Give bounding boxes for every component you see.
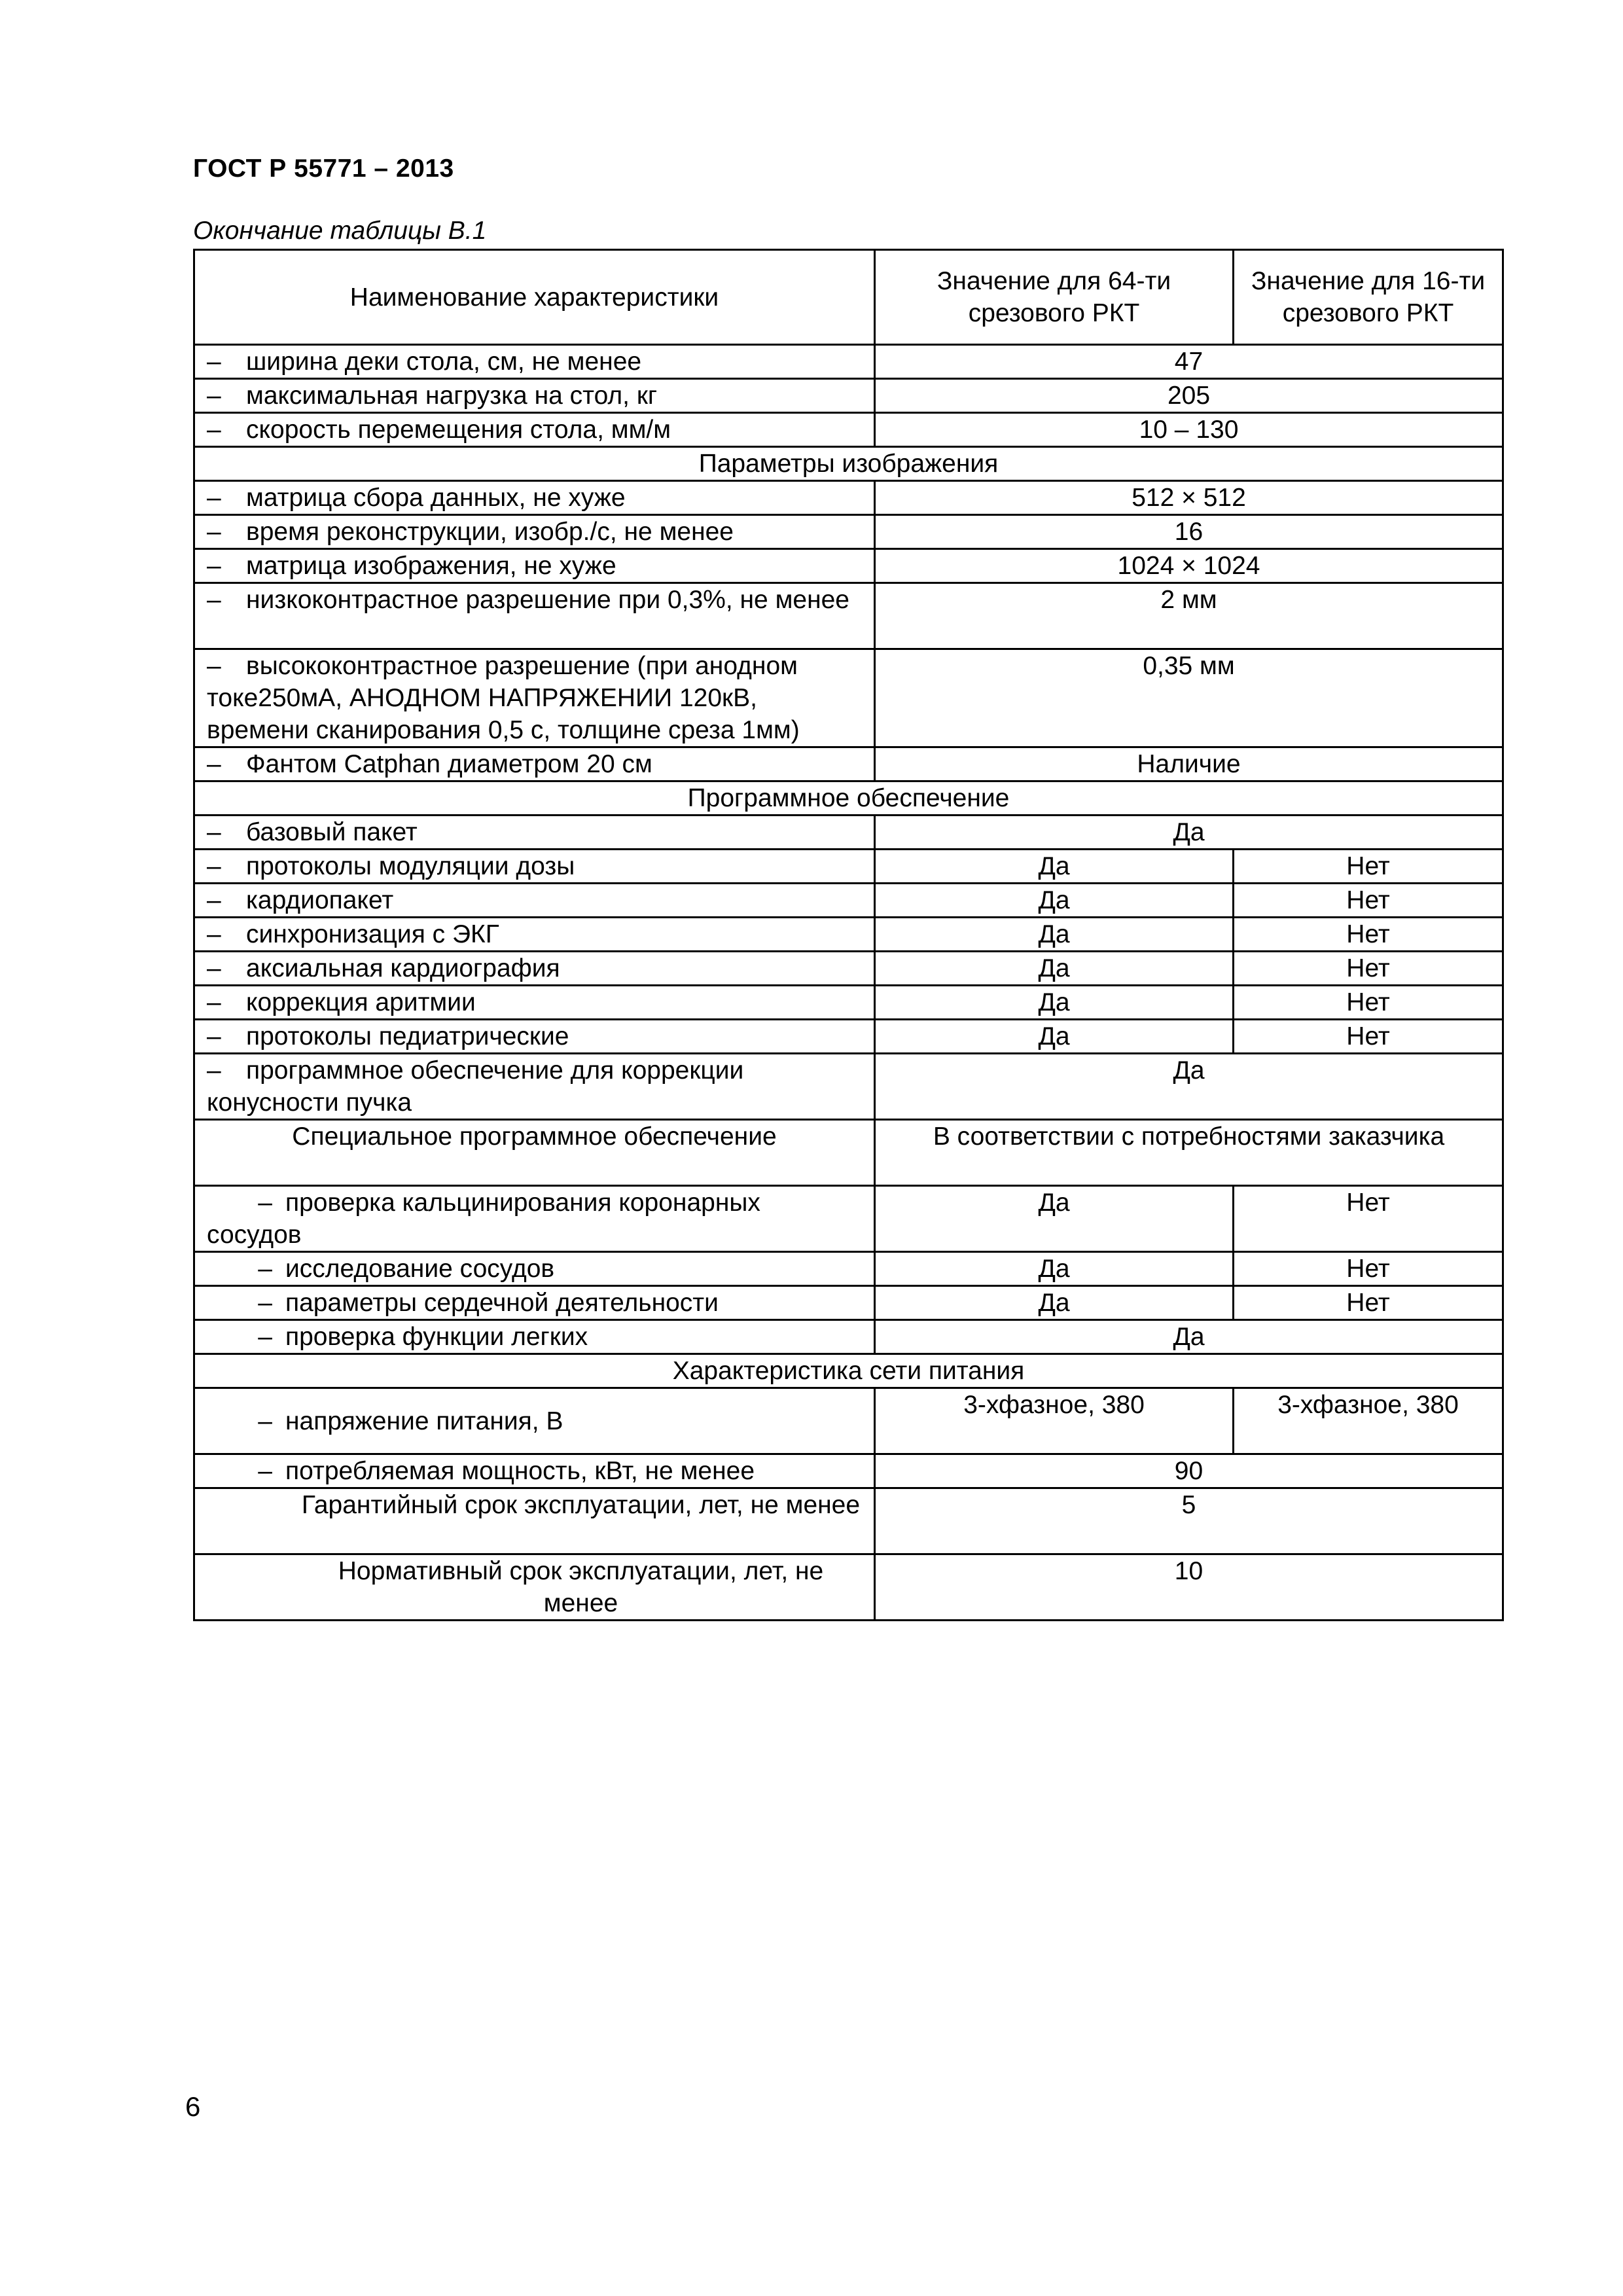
row-value-64: Да <box>875 918 1234 952</box>
row-value-16: Нет <box>1234 1286 1503 1320</box>
row-name: протоколы модуляции дозы <box>246 852 575 880</box>
row-name: ширина деки стола, см, не менее <box>246 348 642 376</box>
table-row <box>194 649 1503 747</box>
table-row <box>194 1320 1503 1354</box>
row-value-16: Нет <box>1234 884 1503 918</box>
row-value-64: Да <box>875 1252 1234 1286</box>
table-row <box>194 986 1503 1020</box>
table-row <box>194 583 1503 649</box>
dash: – <box>207 652 221 680</box>
header-val16: Значение для 16-ти срезового РКТ <box>1234 250 1503 345</box>
row-value: 0,35 мм <box>875 649 1503 747</box>
table-row <box>194 515 1503 549</box>
dash: – <box>207 954 221 982</box>
row-name: низкоконтрастное разрешение при 0,3%, не менее <box>246 586 849 614</box>
row-value-64: Да <box>875 952 1234 986</box>
row-name: время реконструкции, изобр./с, не менее <box>246 518 734 546</box>
row-value-16: Нет <box>1234 986 1503 1020</box>
dash: – <box>258 1407 272 1435</box>
table-row <box>194 918 1503 952</box>
row-name: проверка функции легких <box>285 1323 588 1351</box>
header-name: Наименование характеристики <box>194 250 875 345</box>
row-value: Наличие <box>875 747 1503 781</box>
row-value: Да <box>875 816 1503 850</box>
row-value-64: Да <box>875 1286 1234 1320</box>
dash: – <box>258 1255 272 1283</box>
row-name: потребляемая мощность, кВт, не менее <box>285 1457 755 1485</box>
row-name: параметры сердечной деятельности <box>285 1289 719 1317</box>
table-row <box>194 1454 1503 1488</box>
dash: – <box>258 1457 272 1485</box>
row-value-16: Нет <box>1234 952 1503 986</box>
dash: – <box>207 1022 221 1050</box>
dash: – <box>258 1289 272 1317</box>
dash: – <box>207 586 221 614</box>
row-value: 10 <box>875 1554 1503 1621</box>
row-name: матрица сбора данных, не хуже <box>246 484 626 512</box>
dash: – <box>207 988 221 1016</box>
table-row <box>194 747 1503 781</box>
row-name: синхронизация с ЭКГ <box>246 920 499 948</box>
table-row <box>194 1488 1503 1554</box>
row-value: 16 <box>875 515 1503 549</box>
row-value: 5 <box>875 1488 1503 1554</box>
table-row <box>194 850 1503 884</box>
dash: – <box>207 552 221 580</box>
table-row <box>194 1054 1503 1120</box>
row-name: скорость перемещения стола, мм/м <box>246 416 671 444</box>
page-number: 6 <box>185 2091 201 2122</box>
table-row <box>194 413 1503 447</box>
row-value-16: Нет <box>1234 850 1503 884</box>
section-title: Характеристика сети питания <box>194 1354 1503 1388</box>
row-name: аксиальная кардиография <box>246 954 560 982</box>
dash: – <box>207 750 221 778</box>
dash: – <box>258 1323 272 1351</box>
table-row <box>194 884 1503 918</box>
row-value: 90 <box>875 1454 1503 1488</box>
dash: – <box>207 382 221 410</box>
row-value: 205 <box>875 379 1503 413</box>
dash: – <box>207 920 221 948</box>
row-value: 10 – 130 <box>875 413 1503 447</box>
row-value-64: Да <box>875 1020 1234 1054</box>
dash: – <box>207 886 221 914</box>
table-row <box>194 1252 1503 1286</box>
table-row <box>194 1286 1503 1320</box>
document-header: ГОСТ Р 55771 – 2013 <box>193 154 454 183</box>
row-name: программное обеспечение для коррекции конусности пучка <box>207 1056 744 1117</box>
row-name: Гарантийный срок эксплуатации, лет, не менее <box>194 1488 875 1554</box>
section-title: Параметры изображения <box>194 447 1503 481</box>
row-value-64: Да <box>875 884 1234 918</box>
row-value: 1024 × 1024 <box>875 549 1503 583</box>
row-value-16: Нет <box>1234 1020 1503 1054</box>
dash: – <box>207 416 221 444</box>
row-value-16: Нет <box>1234 1186 1503 1252</box>
table-caption: Окончание таблицы В.1 <box>193 217 487 245</box>
table-row <box>194 345 1503 379</box>
table-row <box>194 1120 1503 1186</box>
section-row <box>194 781 1503 816</box>
row-value: 47 <box>875 345 1503 379</box>
row-name: протоколы педиатрические <box>246 1022 569 1050</box>
table-row <box>194 816 1503 850</box>
spec-table <box>193 249 1504 1621</box>
row-name: максимальная нагрузка на стол, кг <box>246 382 658 410</box>
table-row <box>194 952 1503 986</box>
dash: – <box>207 484 221 512</box>
row-value: Да <box>875 1320 1503 1354</box>
row-name: высококонтрастное разрешение (при анодном токе250мА, АНОДНОМ НАПРЯЖЕНИИ 120кВ, времени сканирования 0,5 с, толщине среза 1мм) <box>207 652 800 744</box>
row-name: кардиопакет <box>246 886 394 914</box>
table-row <box>194 481 1503 515</box>
dash: – <box>258 1189 272 1217</box>
table-header-row <box>194 250 1503 345</box>
row-value-16: 3-хфазное, 380 <box>1234 1388 1503 1454</box>
table-row <box>194 1554 1503 1621</box>
table-row <box>194 1020 1503 1054</box>
section-title: Программное обеспечение <box>194 781 1503 816</box>
row-value: 512 × 512 <box>875 481 1503 515</box>
row-name: Специальное программное обеспечение <box>194 1120 875 1186</box>
section-row <box>194 1354 1503 1388</box>
row-value-16: Нет <box>1234 918 1503 952</box>
table-row <box>194 379 1503 413</box>
row-value: 2 мм <box>875 583 1503 649</box>
row-value-64: Да <box>875 850 1234 884</box>
table-row <box>194 1186 1503 1252</box>
row-name: Фантом Catphan диаметром 20 см <box>246 750 652 778</box>
dash: – <box>207 1056 221 1085</box>
row-name: проверка кальцинирования коронарных сосудов <box>207 1189 760 1249</box>
dash: – <box>207 518 221 546</box>
row-name: базовый пакет <box>246 818 418 846</box>
row-name: исследование сосудов <box>285 1255 555 1283</box>
row-name: коррекция аритмии <box>246 988 476 1016</box>
table-row <box>194 1388 1503 1454</box>
header-val64: Значение для 64-ти срезового РКТ <box>875 250 1234 345</box>
row-value-64: Да <box>875 986 1234 1020</box>
dash: – <box>207 348 221 376</box>
dash: – <box>207 818 221 846</box>
row-value-64: 3-хфазное, 380 <box>875 1388 1234 1454</box>
row-name: напряжение питания, В <box>285 1407 563 1435</box>
table-row <box>194 549 1503 583</box>
dash: – <box>207 852 221 880</box>
row-name: Нормативный срок эксплуатации, лет, не менее <box>194 1554 875 1621</box>
row-value-64: Да <box>875 1186 1234 1252</box>
row-value: В соответствии с потребностями заказчика <box>875 1120 1503 1186</box>
row-value: Да <box>875 1054 1503 1120</box>
row-value-16: Нет <box>1234 1252 1503 1286</box>
section-row <box>194 447 1503 481</box>
row-name: матрица изображения, не хуже <box>246 552 616 580</box>
